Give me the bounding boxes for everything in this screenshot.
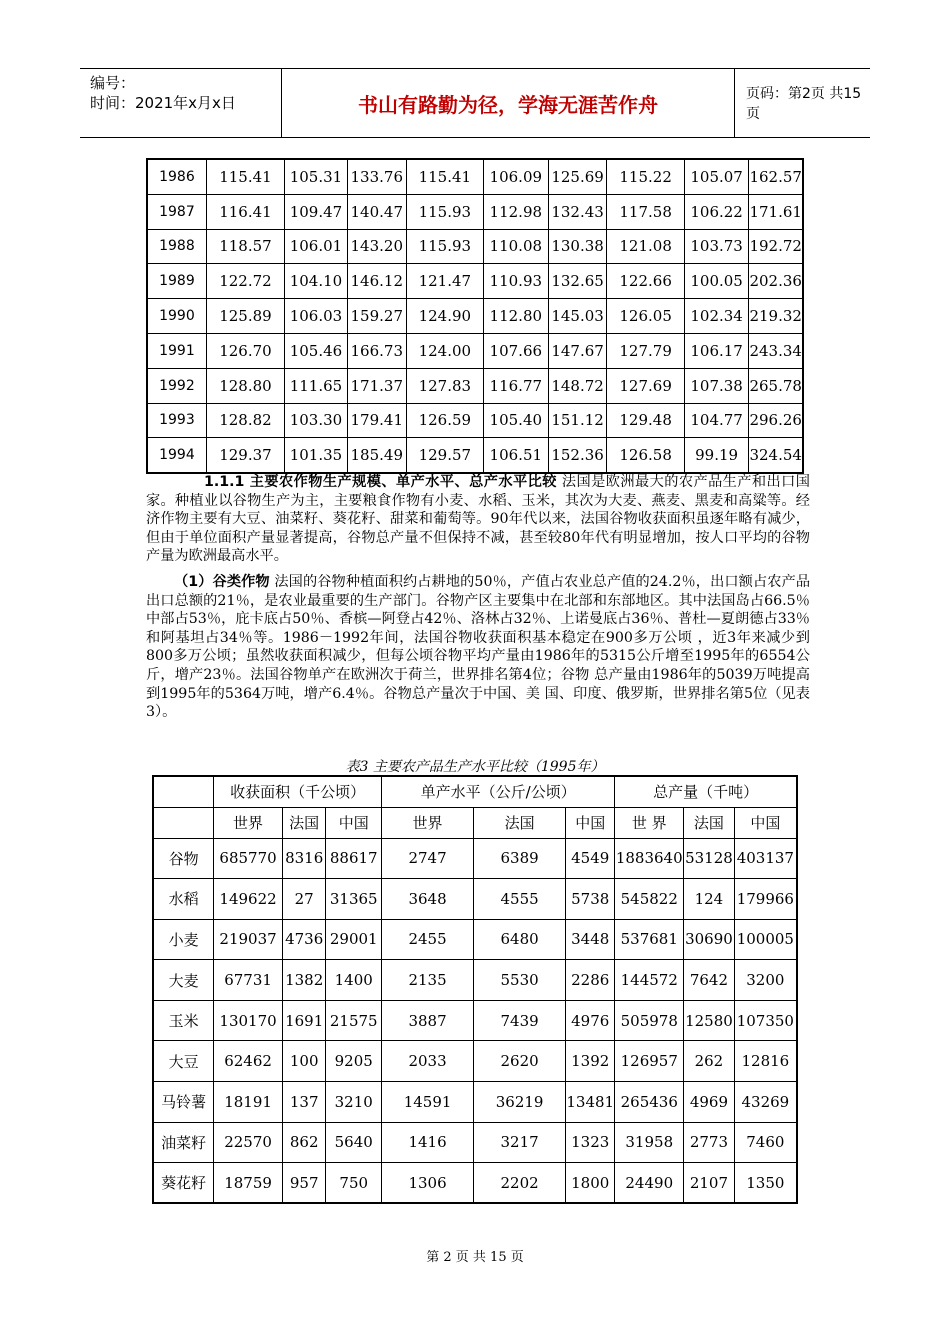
value-cell: 3887: [382, 1000, 474, 1041]
value-cell: 1416: [382, 1122, 474, 1163]
value-cell: 124.00: [406, 333, 483, 368]
value-cell: 18759: [214, 1163, 283, 1204]
value-cell: 152.36: [548, 438, 607, 473]
value-cell: 7642: [684, 960, 735, 1001]
value-cell: 112.98: [483, 194, 548, 229]
value-cell: 106.22: [684, 194, 749, 229]
value-cell: 219.32: [749, 299, 803, 334]
value-cell: 1800: [566, 1163, 615, 1204]
year-cell: 1989: [147, 264, 206, 299]
value-cell: 110.08: [483, 229, 548, 264]
value-cell: 130.38: [548, 229, 607, 264]
value-cell: 137: [282, 1082, 325, 1123]
value-cell: 116.41: [206, 194, 284, 229]
value-cell: 100: [282, 1041, 325, 1082]
page-info: 页码：第2页 共15页: [746, 86, 862, 122]
value-cell: 265436: [615, 1082, 684, 1123]
value-cell: 126.58: [607, 438, 684, 473]
page-footer: 第 2 页 共 15 页: [426, 1250, 524, 1265]
crop-name-cell: 油菜籽: [153, 1122, 214, 1163]
value-cell: 202.36: [749, 264, 803, 299]
value-cell: 125.89: [206, 299, 284, 334]
value-cell: 115.41: [406, 159, 483, 194]
value-cell: 127.83: [406, 368, 483, 403]
value-cell: 171.37: [347, 368, 406, 403]
value-cell: 14591: [382, 1082, 474, 1123]
value-cell: 9205: [326, 1041, 382, 1082]
value-cell: 192.72: [749, 229, 803, 264]
section-2-body: 法国的谷物种植面积约占耕地的50％，产值占农业总产值的24.2％，出口额占农产品出口总额的21％，是农业最重要的生产部门。谷物产区主要集中在北部和东部地区。其中法国岛占66.5％中部占53％，庇卡底占50％、香槟—阿登占42％、洛林占32％、上诺曼底占36％、普杜—夏朗德占33％和阿基坦占34％等。1986－1992年间，法国谷物收获面积基本稳定在900多万公顷 ，近3年来减少到800多万公顷；虽然收获面积减少，但每公顷谷物平均产量由1986年的5315公斤增至1995年的6554公斤，增产23％。法国谷物单产在欧洲次于荷兰，世界排名第4位；谷物 总产量由1986年的5039万吨提高到1995年的5364万吨，增产6.4％。谷物总产量次于中国、美 国、印度、俄罗斯，世界排名第5位（见表3）。: [146, 574, 811, 721]
table-caption: 表3 主要农产品生产水平比较（1995年）: [345, 759, 605, 775]
sub-header: 法国: [474, 807, 566, 838]
value-cell: 149622: [214, 879, 283, 920]
crop-name-cell: 葵花籽: [153, 1163, 214, 1204]
value-cell: 126957: [615, 1041, 684, 1082]
sub-header: 世界: [382, 807, 474, 838]
value-cell: 296.26: [749, 403, 803, 438]
value-cell: 143.20: [347, 229, 406, 264]
crop-name-cell: 马铃薯: [153, 1082, 214, 1123]
value-cell: 4736: [282, 919, 325, 960]
value-cell: 107350: [734, 1000, 797, 1041]
value-cell: 122.72: [206, 264, 284, 299]
value-cell: 106.03: [285, 299, 348, 334]
value-cell: 115.41: [206, 159, 284, 194]
value-cell: 862: [282, 1122, 325, 1163]
value-cell: 2135: [382, 960, 474, 1001]
value-cell: 117.58: [607, 194, 684, 229]
value-cell: 127.79: [607, 333, 684, 368]
sub-header: 中国: [734, 807, 797, 838]
value-cell: 125.69: [548, 159, 607, 194]
value-cell: 262: [684, 1041, 735, 1082]
value-cell: 159.27: [347, 299, 406, 334]
value-cell: 126.05: [607, 299, 684, 334]
value-cell: 128.82: [206, 403, 284, 438]
value-cell: 265.78: [749, 368, 803, 403]
value-cell: 133.76: [347, 159, 406, 194]
value-cell: 43269: [734, 1082, 797, 1123]
value-cell: 107.38: [684, 368, 749, 403]
value-cell: 122.66: [607, 264, 684, 299]
value-cell: 27: [282, 879, 325, 920]
value-cell: 3210: [326, 1082, 382, 1123]
year-cell: 1994: [147, 438, 206, 473]
year-cell: 1990: [147, 299, 206, 334]
value-cell: 2286: [566, 960, 615, 1001]
value-cell: 126.70: [206, 333, 284, 368]
value-cell: 29001: [326, 919, 382, 960]
table-row: [153, 1041, 797, 1082]
value-cell: 127.69: [607, 368, 684, 403]
value-cell: 166.73: [347, 333, 406, 368]
date-label: 时间：2021年x月x日: [90, 94, 236, 112]
value-cell: 144572: [615, 960, 684, 1001]
value-cell: 106.01: [285, 229, 348, 264]
table-row: [147, 403, 803, 438]
value-cell: 4549: [566, 838, 615, 879]
value-cell: 2773: [684, 1122, 735, 1163]
value-cell: 4555: [474, 879, 566, 920]
value-cell: 1400: [326, 960, 382, 1001]
value-cell: 110.93: [483, 264, 548, 299]
value-cell: 957: [282, 1163, 325, 1204]
value-cell: 179.41: [347, 403, 406, 438]
crop-name-cell: 小麦: [153, 919, 214, 960]
value-cell: 5530: [474, 960, 566, 1001]
sub-header: 世界: [214, 807, 283, 838]
table-row: [153, 919, 797, 960]
value-cell: 403137: [734, 838, 797, 879]
value-cell: 106.17: [684, 333, 749, 368]
value-cell: 219037: [214, 919, 283, 960]
motto: 书山有路勤为径，学海无涯苦作舟: [282, 69, 735, 137]
value-cell: 105.46: [285, 333, 348, 368]
value-cell: 115.93: [406, 194, 483, 229]
section-2-heading: （1）谷类作物: [174, 574, 270, 590]
value-cell: 130170: [214, 1000, 283, 1041]
value-cell: 112.80: [483, 299, 548, 334]
value-cell: 22570: [214, 1122, 283, 1163]
value-cell: 132.43: [548, 194, 607, 229]
year-cell: 1988: [147, 229, 206, 264]
value-cell: 106.09: [483, 159, 548, 194]
value-cell: 750: [326, 1163, 382, 1204]
table-row: [147, 159, 803, 194]
value-cell: 31365: [326, 879, 382, 920]
sub-header: 中国: [566, 807, 615, 838]
value-cell: 505978: [615, 1000, 684, 1041]
value-cell: 129.48: [607, 403, 684, 438]
section-1: [146, 473, 810, 566]
group-header-output: 总产量（千吨）: [615, 776, 797, 807]
value-cell: 2747: [382, 838, 474, 879]
value-cell: 105.07: [684, 159, 749, 194]
value-cell: 5738: [566, 879, 615, 920]
table-row: [147, 438, 803, 473]
value-cell: 102.34: [684, 299, 749, 334]
sub-header: 法国: [684, 807, 735, 838]
table-row: [147, 194, 803, 229]
value-cell: 3200: [734, 960, 797, 1001]
value-cell: 132.65: [548, 264, 607, 299]
value-cell: 545822: [615, 879, 684, 920]
value-cell: 116.77: [483, 368, 548, 403]
value-cell: 12816: [734, 1041, 797, 1082]
value-cell: 3217: [474, 1122, 566, 1163]
year-cell: 1992: [147, 368, 206, 403]
year-cell: 1993: [147, 403, 206, 438]
value-cell: 103.73: [684, 229, 749, 264]
value-cell: 243.34: [749, 333, 803, 368]
table-row: [153, 1082, 797, 1123]
value-cell: 5640: [326, 1122, 382, 1163]
value-cell: 4969: [684, 1082, 735, 1123]
value-cell: 1883640: [615, 838, 684, 879]
value-cell: 145.03: [548, 299, 607, 334]
table-row: [147, 333, 803, 368]
value-cell: 6480: [474, 919, 566, 960]
value-cell: 3448: [566, 919, 615, 960]
value-cell: 2455: [382, 919, 474, 960]
value-cell: 151.12: [548, 403, 607, 438]
year-cell: 1987: [147, 194, 206, 229]
value-cell: 185.49: [347, 438, 406, 473]
group-header-yield: 单产水平（公斤/公顷）: [382, 776, 615, 807]
value-cell: 124: [684, 879, 735, 920]
value-cell: 1306: [382, 1163, 474, 1204]
sub-header: 中国: [326, 807, 382, 838]
value-cell: 1392: [566, 1041, 615, 1082]
number-label: 编号：: [90, 74, 136, 92]
section-1-heading: 1.1.1 主要农作物生产规模、单产水平、总产水平比较: [204, 474, 557, 490]
value-cell: 121.47: [406, 264, 483, 299]
value-cell: 115.22: [607, 159, 684, 194]
value-cell: 128.80: [206, 368, 284, 403]
value-cell: 53128: [684, 838, 735, 879]
value-cell: 31958: [615, 1122, 684, 1163]
sub-header: 世 界: [615, 807, 684, 838]
value-cell: 1350: [734, 1163, 797, 1204]
value-cell: 124.90: [406, 299, 483, 334]
value-cell: 104.10: [285, 264, 348, 299]
section-2: [146, 573, 810, 722]
value-cell: 1382: [282, 960, 325, 1001]
header-blank: [153, 776, 214, 807]
value-cell: 171.61: [749, 194, 803, 229]
production-table: [152, 775, 798, 1204]
value-cell: 4976: [566, 1000, 615, 1041]
value-cell: 146.12: [347, 264, 406, 299]
value-cell: 106.51: [483, 438, 548, 473]
value-cell: 3648: [382, 879, 474, 920]
value-cell: 324.54: [749, 438, 803, 473]
table-row: [153, 1000, 797, 1041]
value-cell: 103.30: [285, 403, 348, 438]
value-cell: 115.93: [406, 229, 483, 264]
group-header-area: 收获面积（千公顷）: [214, 776, 382, 807]
value-cell: 148.72: [548, 368, 607, 403]
value-cell: 179966: [734, 879, 797, 920]
value-cell: 118.57: [206, 229, 284, 264]
header-left: [80, 69, 282, 137]
value-cell: 2620: [474, 1041, 566, 1082]
year-cell: 1986: [147, 159, 206, 194]
value-cell: 100005: [734, 919, 797, 960]
crop-name-cell: 大麦: [153, 960, 214, 1001]
value-cell: 1691: [282, 1000, 325, 1041]
value-cell: 36219: [474, 1082, 566, 1123]
value-cell: 111.65: [285, 368, 348, 403]
value-cell: 140.47: [347, 194, 406, 229]
value-cell: 121.08: [607, 229, 684, 264]
value-cell: 6389: [474, 838, 566, 879]
value-cell: 104.77: [684, 403, 749, 438]
header-blank: [153, 807, 214, 838]
value-cell: 162.57: [749, 159, 803, 194]
table-row: [147, 299, 803, 334]
value-cell: 147.67: [548, 333, 607, 368]
value-cell: 18191: [214, 1082, 283, 1123]
section-1-body: 法国是欧洲最大的农产品生产和出口国家。种植业以谷物生产为主，主要粮食作物有小麦、水稻、玉米，其次为大麦、燕麦、黑麦和高粱等。经济作物主要有大豆、油菜籽、葵花籽、甜菜和葡萄等。90年代以来，法国谷物收获面积虽逐年略有减少，但由于单位面积产量显著提高，谷物总产量不但保持不减，甚至较80年代有明显增加，按人口平均的谷物产量为欧洲最高水平。: [146, 474, 810, 565]
value-cell: 99.19: [684, 438, 749, 473]
table-row: [147, 368, 803, 403]
table-row: [153, 838, 797, 879]
value-cell: 107.66: [483, 333, 548, 368]
sub-header: 法国: [282, 807, 325, 838]
table-row: [153, 1163, 797, 1204]
table-row: [153, 1122, 797, 1163]
crop-name-cell: 谷物: [153, 838, 214, 879]
value-cell: 7439: [474, 1000, 566, 1041]
page-header: [80, 68, 870, 138]
value-cell: 1323: [566, 1122, 615, 1163]
value-cell: 8316: [282, 838, 325, 879]
value-cell: 2202: [474, 1163, 566, 1204]
value-cell: 109.47: [285, 194, 348, 229]
crop-name-cell: 水稻: [153, 879, 214, 920]
value-cell: 62462: [214, 1041, 283, 1082]
table-row: [153, 960, 797, 1001]
value-cell: 67731: [214, 960, 283, 1001]
value-cell: 101.35: [285, 438, 348, 473]
value-cell: 21575: [326, 1000, 382, 1041]
crop-name-cell: 大豆: [153, 1041, 214, 1082]
table-row: [147, 229, 803, 264]
value-cell: 2033: [382, 1041, 474, 1082]
value-cell: 129.57: [406, 438, 483, 473]
year-cell: 1991: [147, 333, 206, 368]
value-cell: 100.05: [684, 264, 749, 299]
value-cell: 105.31: [285, 159, 348, 194]
value-cell: 2107: [684, 1163, 735, 1204]
value-cell: 7460: [734, 1122, 797, 1163]
value-cell: 24490: [615, 1163, 684, 1204]
value-cell: 105.40: [483, 403, 548, 438]
value-cell: 126.59: [406, 403, 483, 438]
value-cell: 13481: [566, 1082, 615, 1123]
value-cell: 129.37: [206, 438, 284, 473]
value-cell: 88617: [326, 838, 382, 879]
table-row: [147, 264, 803, 299]
table-row: [153, 879, 797, 920]
crop-name-cell: 玉米: [153, 1000, 214, 1041]
index-table: [146, 158, 804, 474]
value-cell: 685770: [214, 838, 283, 879]
value-cell: 30690: [684, 919, 735, 960]
value-cell: 12580: [684, 1000, 735, 1041]
value-cell: 537681: [615, 919, 684, 960]
